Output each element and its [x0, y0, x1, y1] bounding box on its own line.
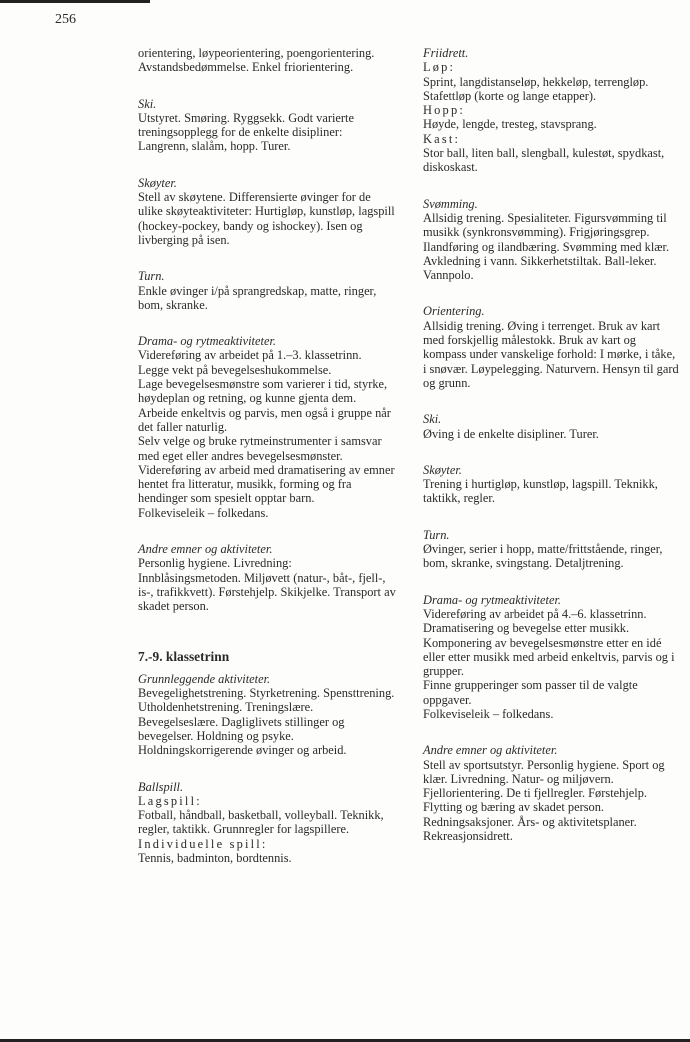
subheading: Individuelle spill: [138, 836, 268, 851]
right-column [423, 46, 681, 865]
paragraph: Folkeviseleik – folkedans. [138, 505, 269, 520]
turn-section [138, 269, 396, 312]
paragraph: Dramatisering og bevegelse etter musikk. [423, 621, 630, 636]
section-heading: Orientering. [423, 304, 485, 319]
section-body: Tennis, badminton, bordtennis. [138, 851, 292, 866]
section-heading: Andre emner og aktiviteter. [423, 743, 558, 758]
subheading: Hopp: [423, 103, 465, 118]
ballspill-section [138, 780, 396, 866]
subheading: Lagspill: [138, 793, 202, 808]
intro-text: orientering, løypeorientering, poengorientering. Avstandsbedømmelse. Enkel friorientering. [138, 46, 375, 75]
paragraph: Folkeviseleik – folkedans. [423, 706, 554, 721]
drama-section [423, 593, 681, 722]
section-body: Utstyret. Smøring. Ryggsekk. Godt varierte treningsopplegg for de enkelte disipliner: Langrenn, slalåm, hopp. Turer. [138, 110, 354, 154]
section-heading: Drama- og rytmeaktiviteter. [423, 592, 561, 607]
friidrett-section [423, 46, 681, 175]
section-body: Personlig hygiene. Livredning: Innblåsingsmetoden. Miljøvett (natur-, båt-, fjell-, is-, trafikkvett). Førstehjelp. Skikjelke. Transport av skadet person. [138, 556, 396, 614]
section-heading: Skøyter. [138, 175, 177, 190]
ski-section [138, 97, 396, 154]
section-body: Enkle øvinger i/på sprangredskap, matte, ringer, bom, skranke. [138, 283, 377, 312]
section-body: Bevegelighetstrening. Styrketrening. Spensttrening. Utholdenhetstrening. Treningslære. Bevegelseslære. Dagliglivets stillinger og bevegelser. Holdning og psyke. Holdningskorrigerende øvinger og arbeid. [138, 686, 395, 758]
section-heading: Ballspill. [138, 779, 184, 794]
turn-section [423, 528, 681, 571]
subheading: Kast: [423, 131, 461, 146]
section-body: Sprint, langdistanseløp, hekkeløp, terrengløp. Stafettløp (korte og lange etapper). [423, 74, 649, 103]
section-body: Allsidig trening. Spesialiteter. Figursvømming til musikk (synkronsvømming). Frigjøringsgrep. Ilandføring og ilandbæring. Svømming med klær. Avkledning i vann. Sikkerhetstiltak. Ball-leker. Vannpolo. [423, 210, 670, 283]
ski-section [423, 412, 681, 441]
paragraph: Finne grupperinger som passer til de valgte oppgaver. [423, 678, 638, 707]
paragraph: Videreføring av arbeidet på 1.–3. klassetrinn. [138, 348, 362, 363]
section-body: Stor ball, liten ball, slengball, kulestøt, spydkast, diskoskast. [423, 146, 665, 175]
paragraph: Komponering av bevegelsesmønstre etter en idé eller etter musikk med arbeid enkeltvis, parvis og i grupper. [423, 635, 675, 679]
section-heading: Svømming. [423, 196, 478, 211]
svomming-section [423, 197, 681, 283]
left-column [138, 46, 396, 887]
section-heading: Andre emner og aktiviteter. [138, 542, 273, 557]
andre-section [138, 542, 396, 613]
intro-section [138, 46, 396, 75]
skoyter-section [138, 176, 396, 247]
paragraph: Videreføring av arbeidet på 4.–6. klassetrinn. [423, 606, 647, 621]
drama-section [138, 334, 396, 520]
section-heading: Skøyter. [423, 462, 462, 477]
section-heading: Turn. [423, 527, 450, 542]
section-heading: Turn. [138, 269, 165, 284]
paragraph: Videreføring av arbeid med dramatisering av emner hentet fra litteratur, musikk, forming og fra hendinger som spesielt opptar barn. [138, 462, 395, 506]
skoyter-section [423, 463, 681, 506]
paragraph: Lage bevegelsesmønstre som varierer i tid, styrke, høydeplan og retning, og kunne gjenta dem. Arbeide enkeltvis og parvis, men også i gruppe når det faller naturlig. [138, 377, 391, 434]
subheading: Løp: [423, 60, 456, 75]
section-body: Fotball, håndball, basketball, volleyball. Teknikk, regler, taktikk. Grunnregler for lagspillere. [138, 808, 384, 837]
paragraph: Legge vekt på bevegelseshukommelse. [138, 362, 332, 377]
section-body: Trening i hurtigløp, kunstløp, lagspill. Teknikk, taktikk, regler. [423, 477, 658, 506]
andre-section [423, 743, 681, 843]
section-heading: Ski. [138, 96, 157, 111]
grunnleggende-section [138, 672, 396, 758]
section-body: Øvinger, serier i hopp, matte/frittstående, ringer, bom, skranke, svingstang. Detaljtrening. [423, 542, 663, 571]
top-rule [0, 0, 150, 3]
orientering-section [423, 304, 681, 390]
section-body: Øving i de enkelte disipliner. Turer. [423, 426, 599, 441]
paragraph: Selv velge og bruke rytmeinstrumenter i samsvar med eget eller andres bevegelsesmønster. [138, 434, 382, 463]
section-body: Stell av skøytene. Differensierte øvinger for de ulike skøyteaktiviteter: Hurtigløp, kunstløp, lagspill (hockey-pockey, bandy og ishockey). Isen og livberging på isen. [138, 190, 395, 247]
section-body: Allsidig trening. Øving i terrenget. Bruk av kart med forskjellig målestokk. Bruk av kart og kompass under vanskelige forhold: I mørke, i tåke, i snøvær. Løypelegging. Naturvern. Hensyn til gard og grunn. [423, 318, 679, 390]
section-body: Høyde, lengde, tresteg, stavsprang. [423, 117, 597, 132]
grade-heading: 7.-9. klassetrinn [138, 648, 230, 664]
section-heading: Drama- og rytmeaktiviteter. [138, 334, 276, 349]
section-heading: Friidrett. [423, 46, 469, 60]
section-heading: Ski. [423, 412, 442, 427]
page-number: 256 [55, 12, 76, 27]
section-heading: Grunnleggende aktiviteter. [138, 671, 271, 686]
section-body: Stell av sportsutstyr. Personlig hygiene. Sport og klær. Livredning. Natur- og miljøvern. Fjellorientering. De ti fjellregler. Førstehjelp. Flytting og bæring av skadet person. Redningsaksjoner. Års- og aktivitetsplaner. Rekreasjonsidrett. [423, 757, 665, 844]
